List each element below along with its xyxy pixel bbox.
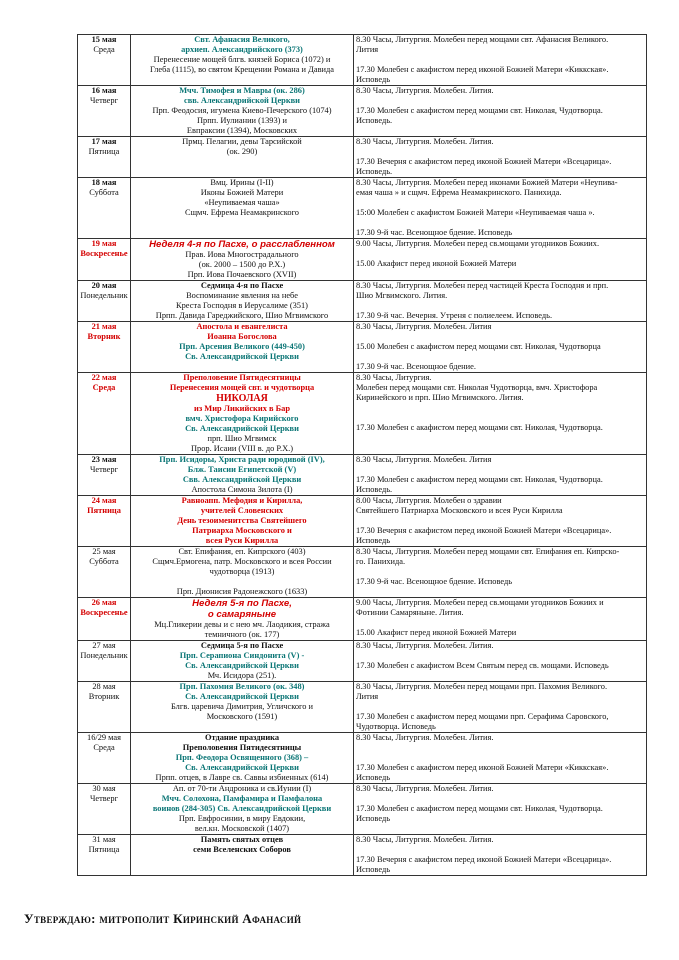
saint-line: Прпп. Давида Гареджийского, Шио Мгвимского [155,311,329,320]
saint-line: Свт. Епифания, еп. Кипрского (403) [178,547,306,556]
service-line: 8.30 Часы, Литургия. Молебен. Лития. [356,641,494,650]
service-line: 17.30 Молебен с акафистом перед иконой Божией Матери «Киккская». [356,65,609,74]
saint-line: Прпп. Иулиании (1393) и [196,116,288,125]
saint-line: Прп. Евфросинии, в миру Евдокии, [178,814,306,823]
date-weekday: Пятница [88,147,120,156]
service-line: Исповедь. [356,167,393,176]
saint-line: семи Вселенских Соборов [193,845,291,854]
service-line: 17.30 Вечерня с акафистом перед иконой Божией Матери «Всецарица». [356,157,612,166]
date-cell [78,178,131,239]
saint-line: Сщмч. Ефрема Неамакринского [185,208,299,217]
saint-line: Отдание праздника [204,733,280,742]
saints-cell [131,281,354,322]
saint-line: Свв. Александрийской Церкви [182,475,302,484]
date-day: 31 мая [92,835,116,844]
saint-line: учителей Словенских [200,506,284,515]
date-weekday: Четверг [89,794,119,803]
saint-line: прп. Шио Мгвимск [207,434,277,443]
date-day: 19 мая [91,239,117,248]
service-line: Лития [356,692,379,701]
service-line [356,249,644,259]
date-weekday: Воскресенье [80,249,128,258]
saint-line: Вмц. Ирины (I-II) [210,178,274,187]
service-line: 9.00 Часы, Литургия. Молебен перед св.мощами угодников Божиих. [356,239,600,248]
services-cell [354,322,647,373]
saint-line [133,577,351,587]
saint-line: Иоанна Богослова [207,332,277,341]
saints-cell [131,682,354,733]
saints-cell [131,835,354,876]
saints-cell [131,598,354,641]
date-day: 30 мая [92,784,116,793]
table-row [78,239,647,281]
table-row [78,322,647,373]
saint-line: чудотворца (1913) [209,567,275,576]
service-line: Исповедь [356,773,391,782]
services-cell [354,35,647,86]
date-weekday: Среда [93,45,115,54]
service-line [356,845,644,855]
service-line: 15.00 Акафист перед иконой Божией Матери [356,628,517,637]
saint-line: Апостола и евангелиста [196,322,288,331]
service-line: Чудотворца. Исповедь [356,722,436,731]
date-weekday: Вторник [88,692,120,701]
saint-line: Прп. Серапиона Синдонита (V) - [179,651,305,660]
service-line: 17.30 9-й час. Всенощное бдение. Исповедь [356,577,513,586]
date-cell [78,598,131,641]
service-line: 17.30 9-й час. Вечерня. Утреня с полиелеем. Исповедь. [356,311,553,320]
saints-cell [131,178,354,239]
saint-line: Св. Александрийской Церкви [185,352,299,361]
service-line: Исповедь [356,536,391,545]
service-line: 15.00 Молебен с акафистом перед мощами свт. Николая, Чудотворца [356,342,601,351]
service-line: 8.30 Часы, Литургия. Молебен. Лития [356,455,492,464]
saint-line: Неделя 4-я по Пасхе, о расслабленном [149,239,335,250]
saint-line: Патриарха Московского и [192,526,292,535]
date-cell [78,322,131,373]
saint-line: Седмица 4-я по Пасхе [200,281,284,290]
saint-line: о самаряныне [207,609,277,620]
schedule-table [77,34,647,876]
date-weekday: Понедельник [80,291,128,300]
service-line: 8.30 Часы, Литургия. Молебен перед частицей Креста Господня и прп. [356,281,609,290]
date-day: 17 мая [91,137,117,146]
saint-line: Апостола Симона Зилота (I) [191,485,293,494]
saints-cell [131,547,354,598]
table-row [78,178,647,239]
date-weekday: Пятница [87,506,121,515]
saint-line: Мц.Гликерии девы и с нею мч. Лаодикия, стража [154,620,330,629]
services-cell [354,239,647,281]
date-weekday: Воскресенье [80,608,128,617]
table-row [78,496,647,547]
service-line: 8.30 Часы, Литургия. Молебен перед мощами свт. Афанасия Великого. [356,35,609,44]
services-cell [354,281,647,322]
services-cell [354,455,647,496]
services-cell [354,178,647,239]
service-line: 17.30 Вечерня с акафистом перед иконой Божией Матери «Всецарица». [356,526,612,535]
service-line: Киринейского и прп. Шио Мгвимского. Лития. [356,393,524,402]
services-cell [354,682,647,733]
saint-line: Преполовения Пятидесятницы [182,743,302,752]
service-line: 17.30 9-й час. Всенощное бдение. Исповедь [356,228,513,237]
saint-line: из Мир Ликийских в Бар [194,404,290,413]
saints-cell [131,239,354,281]
saint-line: Седмица 5-я по Пасхе [200,641,284,650]
saints-cell [131,733,354,784]
table-row [78,641,647,682]
service-line: 8.30 Часы, Литургия. Молебен. Лития. [356,733,494,742]
saint-line: Свт. Афанасия Великого, [194,35,290,44]
date-cell [78,86,131,137]
service-line [356,96,644,106]
saints-cell [131,35,354,86]
saint-line: Глеба (1115), во святом Крещении Романа и Давида [150,65,334,74]
saint-line: Прав. Иова Многострадального [185,250,299,259]
saint-line: Мч. Исидора (251). [207,671,277,680]
services-cell [354,835,647,876]
saint-line: Прп. Арсения Великого (449-450) [179,342,305,351]
service-line: 8.30 Часы, Литургия. Молебен перед мощами прп. Пахомия Великого. [356,682,608,691]
service-line [356,743,644,753]
service-line: Лития [356,45,379,54]
services-cell [354,496,647,547]
date-weekday: Четверг [89,465,119,474]
saint-line: Прп. Феодосия, игумена Киево-Печерского (1074) [152,106,332,115]
table-row [78,137,647,178]
date-cell [78,137,131,178]
service-line: 15:00 Молебен с акафистом Божией Матери «Неупиваемая чаша ». [356,208,595,217]
date-weekday: Среда [92,383,116,392]
date-weekday: Пятница [88,845,120,854]
saints-cell [131,322,354,373]
services-cell [354,373,647,455]
date-weekday: Вторник [87,332,121,341]
date-weekday: Понедельник [80,651,128,660]
services-cell [354,641,647,682]
service-line: Святейшего Патриарха Московского и всея Руси Кирилла [356,506,563,515]
services-cell [354,137,647,178]
service-line [356,702,644,712]
service-line [356,753,644,763]
service-line: 17.30 Молебен с акафистом перед мощами свт. Николая, Чудотворца. [356,804,603,813]
service-line: 8.30 Часы, Литургия. Молебен. Лития. [356,86,494,95]
date-weekday: Среда [93,743,115,752]
service-line: го. Панихида. [356,557,406,566]
date-day: 18 мая [91,178,117,187]
service-line: 8.30 Часы, Литургия. Молебен. Лития [356,322,492,331]
service-line [356,618,644,628]
date-cell [78,641,131,682]
saint-line: темничного (ок. 177) [204,630,280,639]
date-day: 23 мая [91,455,117,464]
date-cell [78,455,131,496]
saints-cell [131,455,354,496]
service-line [356,147,644,157]
service-line: Исповедь [356,75,391,84]
table-row [78,455,647,496]
date-cell [78,239,131,281]
saint-line: День тезоименитства Святейшего [177,516,307,525]
service-line: 9.00 Часы, Литургия. Молебен перед св.мощами угодников Божиих и [356,598,604,607]
saint-line: Св. Александрийской Церкви [185,692,299,701]
service-line [356,567,644,577]
table-row [78,733,647,784]
saint-line: Блгв. царевича Димитрия, Угличского и [170,702,314,711]
saint-line: Св. Александрийской Церкви [185,424,299,433]
saint-line: Память святых отцев [200,835,284,844]
date-day: 22 мая [91,373,117,382]
service-line [356,403,644,413]
saints-cell [131,496,354,547]
saint-line: Прп. Исидоры, Христа ради юродивой (IV), [159,455,325,464]
date-cell [78,784,131,835]
saint-line: Перенесение мощей блгв. князей Бориса (1072) и [153,55,331,64]
service-line: 8.30 Часы, Литургия. Молебен перед мощами свт. Епифания еп. Кипрско- [356,547,620,556]
service-line: Исповедь. [356,485,393,494]
services-cell [354,547,647,598]
table-row [78,281,647,322]
table-row [78,373,647,455]
services-cell [354,784,647,835]
service-line: 8.30 Часы, Литургия. Молебен перед иконами Божией Матери «Неупива- [356,178,618,187]
service-line: 17.30 Молебен с акафистом перед иконой Божией Матери «Киккская». [356,763,609,772]
date-day: 28 мая [92,682,116,691]
services-cell [354,733,647,784]
table-row [78,598,647,641]
saint-line: Прп. Дионисия Радонежского (1633) [176,587,308,596]
saints-cell [131,86,354,137]
service-line [356,198,644,208]
saints-cell [131,641,354,682]
saint-line: Перенесения мощей свт. и чудотворца [169,383,315,392]
date-day: 16/29 мая [87,733,121,742]
date-cell [78,35,131,86]
saint-line: Мчч. Тимофея и Мавры (ок. 286) [179,86,305,95]
saint-line: Св. Александрийской Церкви [185,763,299,772]
date-day: 26 мая [91,598,117,607]
table-row [78,547,647,598]
saint-line: Прп. Иова Почаевского (XVII) [187,270,297,279]
services-cell [354,598,647,641]
service-line: 8.30 Часы, Литургия. Молебен. Лития. [356,137,494,146]
saint-line: Мчч. Солохона, Памфамира и Памфалона [161,794,323,803]
saint-line: Преполовение Пятидесятницы [183,373,301,382]
service-line: 17.30 Вечерня с акафистом перед иконой Божией Матери «Всецарица». [356,855,612,864]
service-line [356,55,644,65]
service-line [356,651,644,661]
saint-line: Блж. Таисии Египетской (V) [187,465,297,474]
date-day: 15 мая [91,35,117,44]
date-cell [78,682,131,733]
service-line: 8.30 Часы, Литургия. Молебен. Лития. [356,784,494,793]
date-day: 25 мая [92,547,116,556]
date-day: 24 мая [91,496,117,505]
date-cell [78,547,131,598]
saint-line: Иконы Божией Матери [200,188,284,197]
service-line: 17.30 9-й час. Всенощное бдение. [356,362,476,371]
service-line: емая чаша » и сщмч. Ефрема Неамакринского. Панихида. [356,188,562,197]
service-line: Исповедь. [356,116,393,125]
saint-line: Равноапп. Мефодия и Кирилла, [181,496,303,505]
saint-line: (ок. 2000 – 1500 до Р.Х.) [198,260,286,269]
table-row [78,835,647,876]
date-day: 27 мая [92,641,116,650]
table-row [78,682,647,733]
service-line [356,413,644,423]
saint-line: всея Руси Кирилла [205,536,279,545]
table-row [78,86,647,137]
service-line: 17.30 Молебен с акафистом перед мощами прп. Серафима Саровского, [356,712,609,721]
saint-line: «Неупиваемая чаша» [204,198,280,207]
saint-line: Евпраксии (1394), Московских [186,126,298,135]
service-line: 15.00 Акафист перед иконой Божией Матери [356,259,517,268]
service-line: 8.30 Часы, Литургия. [356,373,432,382]
service-line [356,332,644,342]
service-line: 8.30 Часы, Литургия. Молебен. Лития. [356,835,494,844]
service-line [356,516,644,526]
service-line: 17.30 Молебен с акафистом Всем Святым перед св. мощами. Исповедь [356,661,609,670]
service-line: Исповедь [356,814,391,823]
service-line: Фотинии Самаряныне. Лития. [356,608,464,617]
saints-cell [131,784,354,835]
service-line [356,218,644,228]
services-cell [354,86,647,137]
saint-line: свв. Александрийской Церкви [183,96,300,105]
table-row [78,35,647,86]
date-weekday: Суббота [89,557,119,566]
saint-line: Ап. от 70-ти Андроника и св.Иунии (I) [172,784,312,793]
saint-line: НИКОЛАЯ [216,393,268,404]
saint-line: вмч. Христофора Кирийского [185,414,299,423]
saint-line: архиеп. Александрийского (373) [181,45,303,54]
date-cell [78,835,131,876]
saints-cell [131,137,354,178]
saint-line: Сщмч.Ермогена, патр. Московского и всея России [152,557,332,566]
saint-line: Прп. Феодора Освященного (368) – [175,753,309,762]
date-cell [78,496,131,547]
approval-signature: Утверждаю: митрополит Киринский Афанасий [24,911,302,926]
saint-line: Прпп. отцев, в Лавре св. Саввы избиенных (614) [155,773,329,782]
saint-line: воинов (284-305) Св. Александрийской Церкви [152,804,332,813]
saint-line: Воспоминание явления на небе [186,291,298,300]
service-line: 17.30 Молебен с акафистом перед мощами свт. Николая, Чудотворца. [356,423,603,432]
service-line: Молебен перед мощами свт. Николая Чудотворца, вмч. Христофора [356,383,598,392]
table-row [78,784,647,835]
service-line: 17.30 Молебен с акафистом перед мощами свт. Николая, Чудотворца. [356,106,603,115]
service-line [356,465,644,475]
saint-line: Прор. Исаии (VIII в. до Р.Х.) [190,444,294,453]
saint-line: Св. Александрийской Церкви [185,661,299,670]
saint-line: Прмц. Пелагии, девы Тарсийской [182,137,302,146]
service-line [356,301,644,311]
service-line: Шио Мгвимского. Лития. [356,291,448,300]
date-weekday: Суббота [89,188,119,197]
date-cell [78,281,131,322]
saints-cell [131,373,354,455]
date-day: 21 мая [91,322,117,331]
saint-line: вел.кн. Московской (1407) [194,824,290,833]
date-day: 20 мая [91,281,117,290]
saint-line: Креста Господня в Иерусалиме (351) [176,301,308,310]
schedule-body [78,35,647,876]
saint-line: Прп. Пахомия Великого (ок. 348) [179,682,305,691]
date-weekday: Четверг [89,96,119,105]
saint-line: Московского (1591) [206,712,278,721]
saint-line: Неделя 5-я по Пасхе, [192,598,292,609]
service-line: 8.00 Часы, Литургия. Молебен о здравии [356,496,502,505]
date-cell [78,373,131,455]
service-line [356,794,644,804]
service-line [356,352,644,362]
saint-line: (ок. 290) [226,147,258,156]
service-line: 17.30 Молебен с акафистом перед мощами свт. Николая, Чудотворца. [356,475,603,484]
service-line: Исповедь [356,865,391,874]
date-cell [78,733,131,784]
date-day: 16 мая [91,86,117,95]
